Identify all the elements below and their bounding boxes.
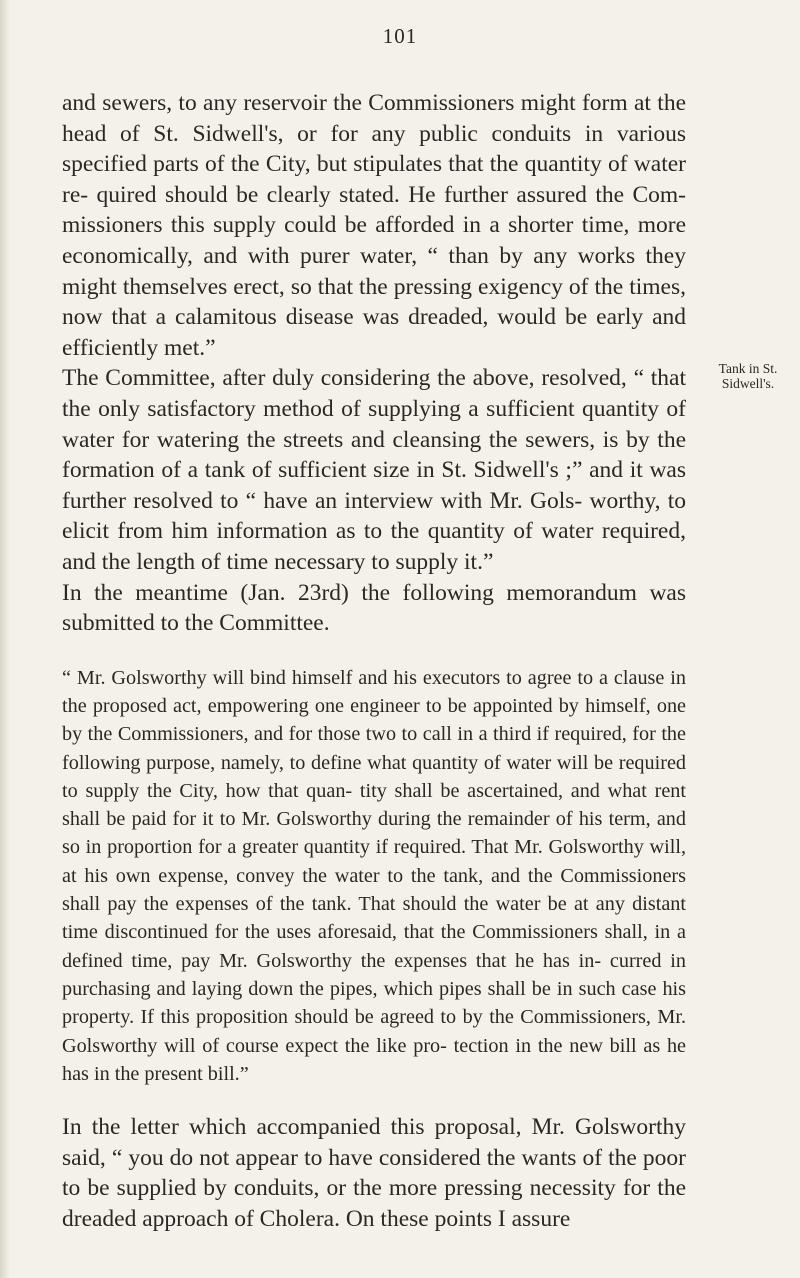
paragraph-3: In the meantime (Jan. 23rd) the following memorandum was submitted to the Committee. — [62, 579, 686, 637]
body-text — [62, 88, 686, 1235]
margin-note — [698, 361, 798, 391]
paragraph-1: and sewers, to any reservoir the Commissioners might form at the head of St. Sidwell's, or for any public conduits in various specified parts of the City, but stipulates that the quantity of water re- quired should be clearly stated. He further assured the Com- missioners this supply could be afforded in a shorter time, more economically, and with purer water, “ than by any works they might themselves erect, so that the pressing exigency of the times, now that a calamitous disease was dreaded, would be early and efficiently met.” — [62, 90, 686, 361]
margin-note-line-2: Sidwell's. — [721, 376, 775, 391]
memorandum-quote: “ Mr. Golsworthy will bind himself and his executors to agree to a clause in the proposed act, empowering one engineer to be appointed by himself, one by the Commissioners, and for those two to call in a third if required, for the following purpose, namely, to define what quantity of water will be required to supply the City, how that quan- tity shall be ascertained, and what rent shall be paid for it to Mr. Golsworthy during the remainder of his term, and so in proportion for a greater quantity if required. That Mr. Golsworthy will, at his own expense, convey the water to the tank, and the Commissioners shall pay the expenses of the tank. That should the water be at any distant time discontinued for the uses aforesaid, that the Commissioners shall, in a defined time, pay Mr. Golsworthy the expenses that he has in- curred in purchasing and laying down the pipes, which pipes shall be in such case his property. If this proposition should be agreed to by the Commissioners, Mr. Golsworthy will of course expect the like pro- tection in the new bill as he has in the present bill.” — [62, 666, 686, 1085]
page-number: 101 — [382, 24, 418, 48]
spacer — [62, 1088, 686, 1112]
paragraph-2: The Committee, after duly considering the above, resolved, “ that the only satisfactory method of supplying a sufficient quantity of water for watering the streets and cleansing the sewers, is by the formation of a tank of sufficient size in St. Sidwell's ;” and it was further resolved to “ have an interview with Mr. Gols- worthy, to elicit from him information as to the quantity of water required, and the length of time necessary to supply it.” — [62, 365, 686, 575]
closing-paragraph: In the letter which accompanied this proposal, Mr. Golsworthy said, “ you do not appear to have considered the wants of the poor to be supplied by conduits, or the more pressing necessity for the dreaded approach of Cholera. On these points I assure — [62, 1114, 686, 1232]
spacer — [62, 639, 686, 664]
page-edge-shadow — [0, 0, 10, 1278]
margin-note-line-1: Tank in St. — [718, 361, 778, 376]
